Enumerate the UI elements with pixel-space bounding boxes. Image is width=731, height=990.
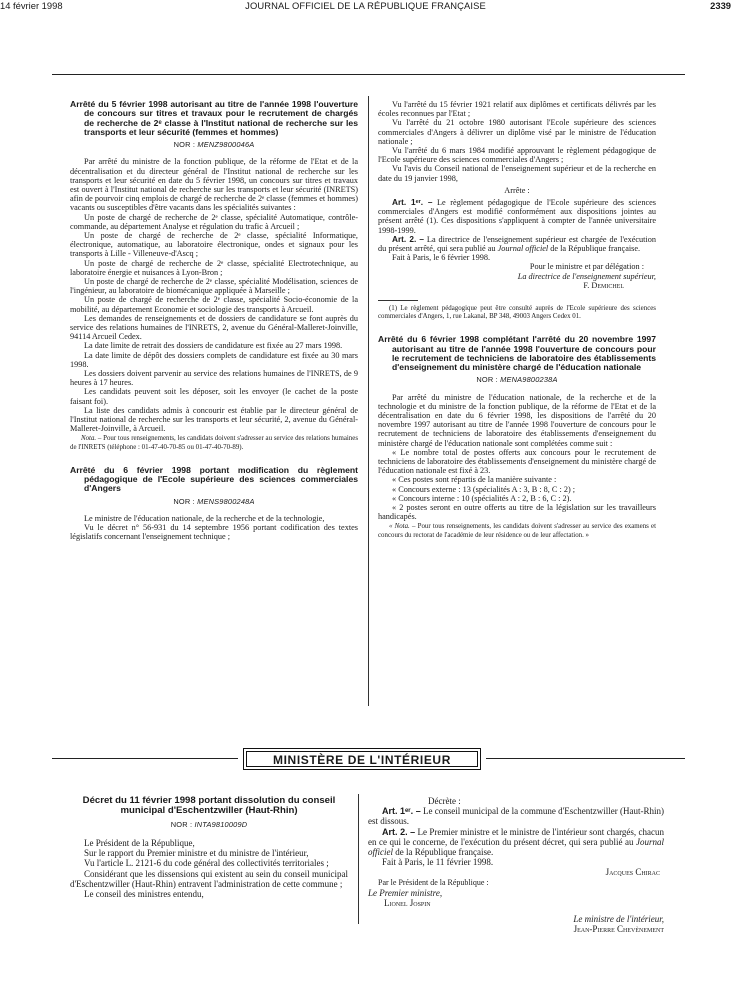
arrete-1-nota: Nota. – Pour tous renseignements, les candidats doivent s'adresser au service des relations humaines de l'INRETS (téléphone : 01-47-40-70-85 ou 01-47-40-70-89). [70,435,358,451]
decret-para: Sur le rapport du Premier ministre et du ministre de l'intérieur, [84,848,309,859]
decret-fait: Fait à Paris, le 11 février 1998. [382,857,494,868]
decret-decrete: Décrète : [428,796,461,806]
header-rule [52,74,685,75]
decret-right-column [368,796,664,935]
arrete-2-para: Vu le décret n° 56-931 du 14 septembre 1956 portant codification des textes législatifs concernant l'enseignement technique ; [70,522,358,542]
arrete-2-para: Le ministre de l'éducation nationale, de la recherche et de la technologie, [84,513,325,523]
decret-title: Décret du 11 février 1998 portant dissolution du conseil municipal d'Eschentzwiller (Haut-Rhin) [82,795,336,817]
arrete-3-nota: « Nota. – Pour tous renseignements, les candidats doivent s'adresser au service des examens et concours du rectorat de l'académie de leur résidence ou de leur affectation. » [378,523,656,539]
arrete-2-article-1: Art. 1ᵉʳ. – Le règlement pédagogique de l'Ecole supérieure des sciences commerciales d'Angers est modifié conformément aux dispositions jointes au présent arrêté (1). Ces dispositions s'appliquent à compter de l'année universitaire 1998-1999. [378,198,656,235]
decret-signature-president: Jacques Chirac [605,867,660,878]
arrete-1-title: Arrêté du 5 février 1998 autorisant au titre de l'année 1998 l'ouverture de concours sur titres et travaux pour le recrutement de chargés de recherche de 2ᵉ classe à l'Institut national de recherche sur les transports et leur sécurité (femmes et hommes) [70,99,358,137]
arrete-3-para: « Le nombre total de postes offerts aux concours pour le recrutement de techniciens de laboratoire des établissements d'enseignement du ministère chargé de l'éducation nationale est fixé à 23. [378,447,656,476]
footnote-rule [378,300,418,301]
arrete-1-para: Les demandes de renseignements et de dossiers de candidature se font auprès du service des relations humaines de l'INRETS, 2, avenue du Général-Malleret-Joinville, 94114 Arcueil Cedex. [70,313,358,342]
decret-par-le-president: Par le Président de la République : [378,877,489,887]
column-divider [368,96,369,706]
right-column [378,100,656,540]
arrete-1-para: Par arrêté du ministre de la fonction publique, de la réforme de l'Etat et de la décentralisation et du directeur général de l'Institut national de recherche sur les transports et leur sécurité en date du 5 février 1998, un concours sur titres et travaux est ouvert à l'Institut national de recherche sur les transports et leur sécurité (INRETS) afin de pourvoir cinq emplois de chargé de recherche de 2ᵉ classe (femmes et hommes) vacants ou susceptibles d'être vacants dans les spécialités suivantes : [70,157,358,213]
arrete-1-para: Un poste de chargé de recherche de 2ᵉ classe, spécialité Informatique, électronique, automatique, au laboratoire électronique, ondes et signaux pour les transports à Lille - Villeneuve-d'Ascq ; [70,231,358,259]
arrete-3-para: « Concours interne : 10 (spécialités A : 2, B : 6, C : 2). [392,493,572,503]
decret-para: Considérant que les dissensions qui existent au sein du conseil municipal d'Eschentzwiller (Haut-Rhin) entravent l'administration de cette commune ; [70,868,348,889]
decret-left-column [70,796,348,899]
decret-nor: NOR : INTA9810009D [170,819,248,829]
decret-para: Vu l'article L. 2121-6 du code général des collectivités territoriales ; [84,858,329,869]
arrete-2-para: Vu l'avis du Conseil national de l'enseignement supérieur et de la recherche en date du 19 janvier 1998, [378,164,656,183]
arrete-2-para: Vu l'arrêté du 6 mars 1984 modifié approuvant le règlement pédagogique de l'Ecole supérieure des sciences commerciales d'Angers ; [378,146,656,165]
arrete-2-footnote: (1) Le règlement pédagogique peut être consulté auprès de l'Ecole supérieure des sciences commerciales d'Angers, 1, rue Lakanal, BP 348, 49003 Angers Cedex 01. [378,305,656,321]
ministry-heading: MINISTÈRE DE L'INTÉRIEUR [273,753,451,767]
arrete-2-directrice: La directrice de l'enseignement supérieur, [517,271,656,281]
arrete-1-para: Les candidats peuvent soit les déposer, soit les envoyer (le cachet de la poste faisant foi). [70,387,358,406]
decret-para: Le conseil des ministres entendu, [84,889,204,900]
running-header [0,0,731,14]
arrete-1-para: La liste des candidats admis à concourir est établie par le directeur général de l'Institut national de recherche sur les transports et leur sécurité, 2, avenue du Général-Malleret-Joinville, à Arcueil. [70,405,358,434]
decret-premier-ministre: Le Premier ministre, [368,887,443,898]
ministry-rule-right [486,758,685,759]
ministry-rule-left [52,758,238,759]
arrete-2-arrete: Arrête : [504,185,530,195]
arrete-1-para: Un poste de chargé de recherche de 2ᵉ classe, spécialité Automatique, contrôle-commande, au département Analyse et régulation du trafic à Arcueil ; [70,212,358,231]
decret-para: Le Président de la République, [84,838,195,849]
arrete-2-nor: NOR : MENS9800248A [173,496,255,506]
column-divider-lower [358,794,359,924]
arrete-1-para: La date limite de dépôt des dossiers complets de candidature est fixée au 30 mars 1998. [70,350,358,369]
arrete-2-fait: Fait à Paris, le 6 février 1998. [392,253,491,263]
decret-article-2: Art. 2. – Le Premier ministre et le ministre de l'intérieur sont chargés, chacun en ce qui le concerne, de l'exécution du présent décret, qui sera publié au Journal officiel de la République française. [368,826,664,858]
arrete-2-signature: F. Demichel [583,280,624,290]
decret-signature-mi: Jean-Pierre Chevènement [573,924,664,935]
ministry-heading-box [243,748,481,770]
arrete-3-para: « Ces postes sont répartis de la manière suivante : [392,475,557,485]
arrete-2-pour: Pour le ministre et par délégation : [529,262,644,272]
arrete-2-title: Arrêté du 6 février 1998 portant modification du règlement pédagogique de l'Ecole supérieure des sciences commerciales d'Angers [70,464,358,494]
arrete-2-para: Vu l'arrêté du 21 octobre 1980 autorisant l'Ecole supérieure des sciences commerciales d'Angers à délivrer un diplôme visé par le ministre de l'éducation nationale ; [378,118,656,146]
arrete-2-article-2: Art. 2. – La directrice de l'enseignement supérieur est chargée de l'exécution du présent arrêté, qui sera publié au Journal officiel de la République française. [378,234,657,254]
header-date: 14 février 1998 [0,0,63,11]
journal-title: JOURNAL OFFICIEL DE LA RÉPUBLIQUE FRANÇAISE [245,0,486,11]
arrete-3-para: Par arrêté du ministre de l'éducation nationale, de la recherche et de la technologie et du ministre de la fonction publique, de la réforme de l'Etat et de la décentralisation en date du 6 février 1998, les dispositions de l'arrêté du 20 novembre 1997 autorisant au titre de l'année 1998 l'ouverture de concours pour le recrutement de techniciens de laboratoire des établissements d'enseignement du ministère chargé de l'éducation nationale sont complétées comme suit : [378,392,656,448]
arrete-1-para: Un poste de chargé de recherche de 2ᵉ classe, spécialité Socio-économie de la mobilité, au département Economie et sociologie des transports à Arcueil. [70,295,358,314]
arrete-1-nor: NOR : MENZ9800046A [173,140,255,150]
left-column [70,100,358,541]
decret-article-1: Art. 1ᵉʳ. – Le conseil municipal de la commune d'Eschentzwiller (Haut-Rhin) est dissous. [368,806,665,827]
arrete-1-para: Un poste de chargé de recherche de 2ᵉ classe, spécialité Electrotechnique, au laboratoire énergie et nuisances à Lyon-Bron ; [70,258,358,277]
arrete-3-nor: NOR : MENA9800238A [476,375,558,385]
arrete-1-para: Un poste de chargé de recherche de 2ᵉ classe, spécialité Modélisation, sciences de l'ingénieur, au laboratoire de biomécanique appliquée à Marseille ; [70,277,358,296]
decret-signature-pm: Lionel Jospin [384,898,431,909]
decret-ministre-interieur: Le ministre de l'intérieur, [573,914,664,925]
arrete-1-para: Les dossiers doivent parvenir au service des relations humaines de l'INRETS, de 9 heures à 17 heures. [70,369,358,388]
page-number: 2339 [710,0,731,11]
arrete-3-para: « Concours externe : 13 (spécialités A : 3, B : 8, C : 2) ; [392,484,576,494]
arrete-2-para: Vu l'arrêté du 15 février 1921 relatif aux diplômes et certificats délivrés par les écoles reconnues par l'Etat ; [378,100,656,119]
arrete-1-para: La date limite de retrait des dossiers de candidature est fixée au 27 mars 1998. [84,341,343,351]
arrete-3-para: « 2 postes seront en outre offerts au titre de la législation sur les travailleurs handicapés. [378,503,656,522]
arrete-3-title: Arrêté du 6 février 1998 complétant l'arrêté du 20 novembre 1997 autorisant au titre de l'année 1998 l'ouverture de concours pour le recrutement de techniciens de laboratoire des établissements d'enseignement du ministère chargé de l'éducation nationale [378,334,656,373]
